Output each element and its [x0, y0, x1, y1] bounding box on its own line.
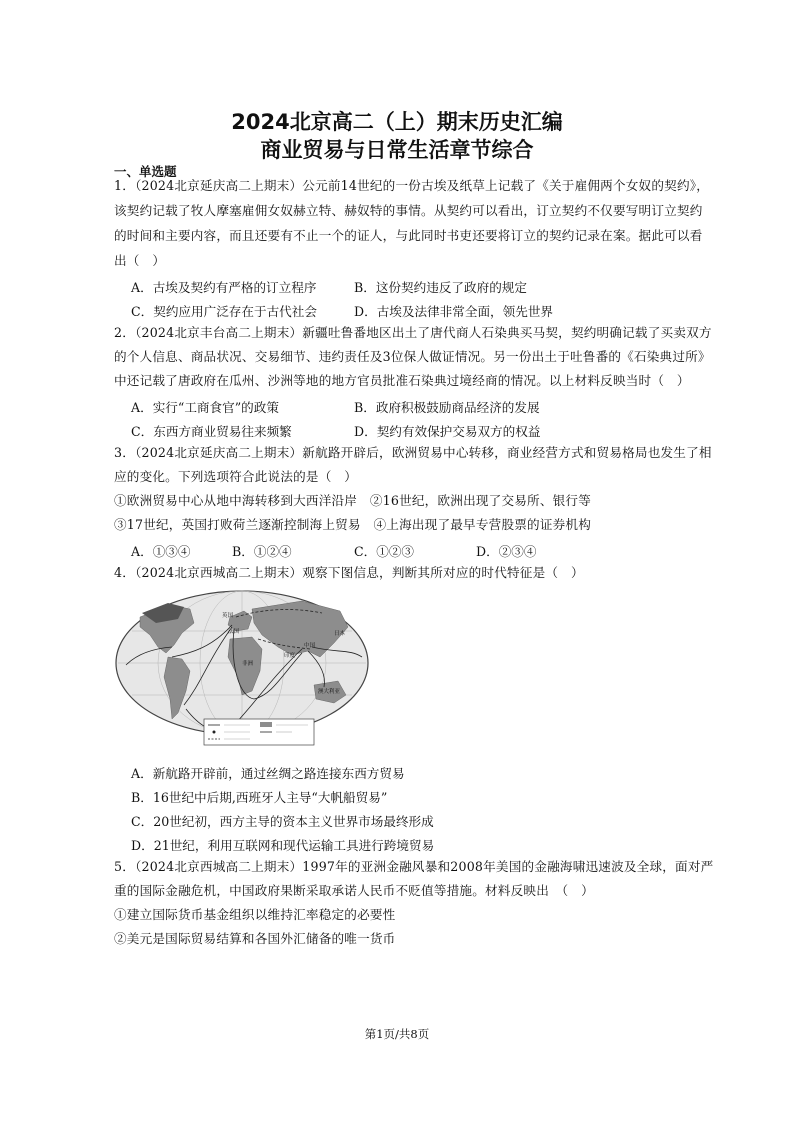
world-trade-route-map: [112, 587, 372, 750]
q2-line: 中还记载了唐政府在瓜州、沙洲等地的地方官员批准石染典过境经商的情况。以上材料反映当时（ ）: [114, 373, 690, 388]
q4-option-b: B．16世纪中后期,西班牙人主导“大帆船贸易”: [131, 790, 388, 805]
map-label-india: 印度: [284, 653, 296, 659]
map-label-japan: 日本: [334, 631, 346, 637]
q4-option-a: A．新航路开辟前，通过丝绸之路连接东西方贸易: [131, 766, 405, 781]
document-subtitle: 商业贸易与日常生活章节综合: [260, 138, 534, 162]
q1-line: 该契约记载了牧人摩塞雇佣女奴赫立特、赫奴特的事情。从契约可以看出，订立契约不仅要写明订立契约: [114, 203, 703, 218]
q2-option-a: A．实行“工商食官”的政策: [131, 400, 279, 415]
q2-line: 的个人信息、商品状况、交易细节、违约责任及3位保人做证情况。另一份出土于吐鲁番的《石染典过所》: [114, 349, 711, 364]
page-footer: 第1页/共8页: [364, 1027, 430, 1041]
map-label-australia: 澳大利亚: [318, 689, 341, 695]
map-label-china: 中国: [304, 643, 316, 649]
q3-line: ①欧洲贸易中心从地中海转移到大西洋沿岸 ②16世纪，欧洲出现了交易所、银行等: [114, 493, 591, 508]
q3-option-b: B．①②④: [232, 544, 292, 559]
q1-line: 1．（2024北京延庆高二上期末）公元前14世纪的一份古埃及纸草上记载了《关于雇佣两个女奴的契约》，: [114, 178, 710, 193]
q4-line: 4．（2024北京西城高二上期末）观察下图信息，判断其所对应的时代特征是（ ）: [114, 565, 584, 580]
q2-option-d: D．契约有效保护交易双方的权益: [354, 424, 541, 439]
q5-line: ①建立国际货币基金组织以维持汇率稳定的必要性: [114, 907, 396, 922]
map-label-britain: 英国: [222, 613, 234, 619]
section-heading: 一、单选题: [114, 164, 177, 179]
map-label-africa: 非洲: [242, 661, 254, 667]
q1-option-b: B．这份契约违反了政府的规定: [354, 280, 527, 295]
q5-line: 重的国际金融危机，中国政府果断采取承诺人民币不贬值等措施。材料反映出 （ ）: [114, 883, 594, 898]
q2-line: 2．（2024北京丰台高二上期末）新疆吐鲁番地区出土了唐代商人石染典买马契，契约明确记载了买卖双方: [114, 325, 712, 340]
map-legend: [204, 719, 314, 745]
q1-option-d: D．古埃及法律非常全面，领先世界: [354, 304, 554, 319]
q5-line: 5．（2024北京西城高二上期末）1997年的亚洲金融风暴和2008年美国的金融海啸迅速波及全球，面对严: [114, 859, 714, 874]
q3-option-a: A．①③④: [131, 544, 191, 559]
q2-option-b: B．政府积极鼓励商品经济的发展: [354, 400, 540, 415]
q3-option-c: C．①②③: [354, 544, 415, 559]
q4-option-c: C．20世纪初，西方主导的资本主义世界市场最终形成: [131, 814, 434, 829]
q2-option-c: C．东西方商业贸易往来频繁: [131, 424, 292, 439]
q5-line: ②美元是国际贸易结算和各国外汇储备的唯一货币: [114, 931, 396, 946]
q3-line: ③17世纪，英国打败荷兰逐渐控制海上贸易 ④上海出现了最早专营股票的证券机构: [114, 517, 591, 532]
q1-line: 出（ ）: [114, 253, 166, 268]
q1-line: 的时间和主要内容，而且还要有不止一个的证人，与此同时书吏还要将订立的契约记录在案。据此可以看: [114, 228, 703, 243]
q3-line: 应的变化。下列选项符合此说法的是（ ）: [114, 469, 358, 484]
q1-option-a: A．古埃及契约有严格的订立程序: [131, 280, 317, 295]
q1-option-c: C．契约应用广泛存在于古代社会: [131, 304, 317, 319]
q3-option-d: D．②③④: [476, 544, 537, 559]
q4-option-d: D．21世纪，利用互联网和现代运输工具进行跨境贸易: [131, 838, 435, 853]
document-title: 2024北京高二（上）期末历史汇编: [231, 110, 563, 134]
q3-line: 3．（2024北京延庆高二上期末）新航路开辟后，欧洲贸易中心转移，商业经营方式和贸易格局也发生了相: [114, 445, 712, 460]
map-label-france: 法国: [228, 629, 240, 635]
